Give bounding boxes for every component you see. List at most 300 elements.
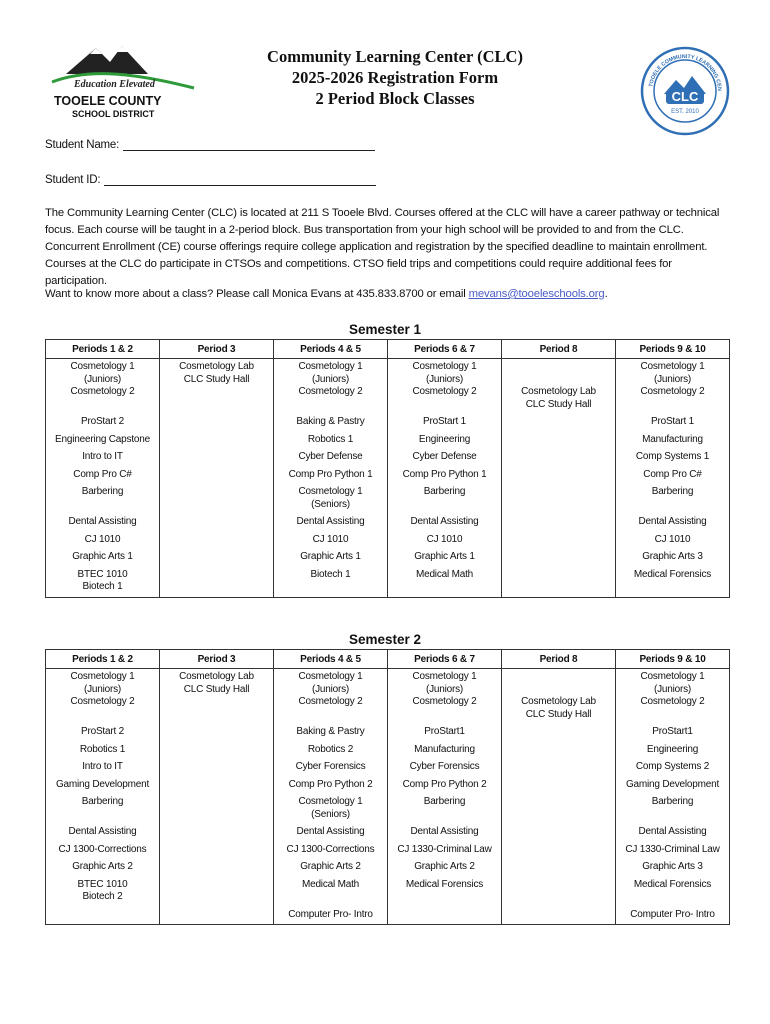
table-cell [160,549,274,567]
course-name: Biotech 1 [310,568,351,580]
course-name: Cyber Forensics [409,761,480,772]
table-cell [160,467,274,485]
course-name [504,796,613,809]
course-name [162,879,271,892]
course-name: CJ 1330-Criminal Law [625,843,720,855]
table-cell [388,859,502,877]
student-name-field[interactable] [45,138,375,151]
course-name: Medical Forensics [405,878,484,890]
table-cell [388,532,502,550]
table-cell [502,567,616,598]
course-name: CLC Study Hall [183,683,250,695]
table-cell [160,532,274,550]
table-cell [502,449,616,467]
course-name: (Juniors) [653,683,692,695]
seal-ring-text: TOOELE COMMUNITY LEARNING CEN [648,53,723,92]
course-name: Cyber Forensics [295,761,366,772]
table-cell [616,567,730,598]
course-name: CJ 1300-Corrections [58,843,147,855]
table-cell [160,877,274,907]
course-name: Graphic Arts 2 [414,861,475,872]
table-cell [502,359,616,415]
course-name: Robotics 2 [307,743,354,755]
course-name: (Juniors) [83,373,122,385]
course-name: Robotics 1 [307,433,354,445]
student-name-label: Student Name: [45,139,120,151]
course-name: Cosmetology 2 [640,696,705,707]
course-name [504,551,613,564]
table-cell [616,907,730,925]
table-cell [274,359,388,415]
form-title [230,46,560,109]
course-name: Dental Assisting [68,826,137,837]
course-name: Barbering [423,486,466,497]
table-cell [616,432,730,450]
course-name [504,826,613,839]
course-name: CJ 1010 [654,533,691,545]
course-name [504,361,613,374]
table-cell [274,742,388,760]
table-cell [160,432,274,450]
table-cell [502,777,616,795]
course-name [162,779,271,792]
column-header: Periods 4 & 5 [274,340,388,359]
course-name: Biotech 1 [82,581,123,592]
course-name: Cosmetology 1 [640,671,705,682]
course-name: Computer Pro- Intro [630,908,715,920]
course-name: Cosmetology 1 [412,671,477,682]
course-name: (Seniors) [311,808,350,820]
table-cell [160,777,274,795]
contact-line [45,288,608,300]
table-cell [274,532,388,550]
table-cell [388,877,502,907]
course-name [504,684,613,697]
course-name [162,486,271,499]
table-cell [616,514,730,532]
course-name: Cosmetology 2 [70,386,135,397]
course-name: Cosmetology Lab [521,386,596,397]
course-name [504,486,613,499]
table-row [46,724,730,742]
logo-sub: SCHOOL DISTRICT [72,109,155,119]
table-cell [160,759,274,777]
table-row [46,449,730,467]
table-cell [46,449,160,467]
table-cell [502,907,616,925]
course-name: Cosmetology 2 [412,386,477,397]
table-cell [616,877,730,907]
table-cell [616,669,730,725]
course-name [504,569,613,582]
course-name [504,726,613,739]
course-name: Graphic Arts 1 [414,551,475,562]
course-name: Cosmetology 1 [298,486,363,497]
table-cell [388,414,502,432]
table-cell [160,742,274,760]
column-header: Period 8 [502,340,616,359]
table-cell [502,794,616,824]
course-name: ProStart1 [424,726,465,737]
course-name: CJ 1010 [426,533,463,545]
mountain-logo-icon [44,40,204,120]
course-name: Comp Systems 1 [635,451,710,462]
table-cell [388,467,502,485]
course-name: CLC Study Hall [525,398,592,410]
course-name: Barbering [81,796,124,807]
table-cell [274,484,388,514]
column-header: Period 3 [160,340,274,359]
table-row [46,794,730,824]
course-name [504,861,613,874]
table-cell [388,514,502,532]
course-name [162,826,271,839]
semester-1-table [45,339,730,598]
table-cell [46,359,160,415]
table-cell [616,467,730,485]
district-logo [44,40,204,120]
table-cell [616,794,730,824]
course-name: Medical Forensics [633,878,712,890]
course-name: Cosmetology 1 [70,671,135,682]
course-name [504,744,613,757]
course-name: (Juniors) [653,373,692,385]
table-cell [616,742,730,760]
course-name [504,469,613,482]
table-cell [160,907,274,925]
table-cell [46,484,160,514]
course-name [504,844,613,857]
student-id-label: Student ID: [45,174,101,186]
course-name: (Juniors) [83,683,122,695]
course-name: Dental Assisting [638,826,707,837]
course-name: BTEC 1010 [77,568,128,580]
course-name: Cosmetology 1 [70,361,135,372]
course-name [162,516,271,529]
table-cell [46,467,160,485]
table-row [46,532,730,550]
table-cell [46,724,160,742]
table-cell [160,724,274,742]
table-cell [46,794,160,824]
table-cell [160,414,274,432]
contact-text: Want to know more about a class? Please call Monica Evans at 435.833.8700 or email [45,288,466,300]
course-name: Intro to IT [82,451,123,462]
table-cell [274,669,388,725]
table-cell [616,484,730,514]
course-name [504,909,613,922]
course-name [504,516,613,529]
table-cell [160,484,274,514]
student-name-line[interactable] [123,138,375,151]
course-name: ProStart 1 [650,416,695,427]
table-row [46,842,730,860]
course-name: (Juniors) [425,683,464,695]
table-cell [46,824,160,842]
table-cell [388,567,502,598]
course-name [162,569,271,582]
course-name: Dental Assisting [410,516,479,527]
clc-seal-icon [640,46,730,136]
course-name: Cyber Defense [412,451,477,462]
table-row [46,432,730,450]
table-cell [160,359,274,415]
table-cell [502,414,616,432]
course-name: Cosmetology Lab [521,696,596,707]
course-name: ProStart 2 [80,726,125,737]
table-cell [160,669,274,725]
course-name: Comp Pro C# [643,468,702,480]
table-cell [274,794,388,824]
table-cell [502,742,616,760]
table-cell [616,414,730,432]
course-name [162,534,271,547]
column-header: Periods 1 & 2 [46,650,160,669]
table-cell [616,724,730,742]
table-cell [46,759,160,777]
course-name: Gaming Development [55,778,150,790]
course-name: Graphic Arts 2 [72,861,133,872]
table-cell [388,907,502,925]
course-name: Cosmetology 2 [640,386,705,397]
table-cell [46,549,160,567]
table-cell [274,549,388,567]
table-cell [616,759,730,777]
course-name: Cyber Defense [298,451,363,462]
course-name: Cosmetology Lab [179,361,254,372]
seal-est: EST. 2010 [671,109,699,115]
table-cell [502,549,616,567]
course-name [162,761,271,774]
table-row [46,824,730,842]
table-cell [274,907,388,925]
table-cell [502,532,616,550]
table-cell [388,742,502,760]
table-cell [616,449,730,467]
course-name: CLC Study Hall [525,708,592,720]
course-name: Intro to IT [82,761,123,772]
table-row [46,742,730,760]
course-name [504,761,613,774]
course-name: Manufacturing [414,743,475,755]
table-cell [388,432,502,450]
course-name [162,909,271,922]
table-row [46,467,730,485]
course-name: CJ 1010 [312,533,349,545]
course-name: Cosmetology 2 [298,696,363,707]
table-cell [502,824,616,842]
course-name: Cosmetology 2 [298,386,363,397]
column-header: Periods 6 & 7 [388,340,502,359]
course-name: (Seniors) [311,498,350,510]
course-name: Medical Math [415,568,474,580]
course-name: Baking & Pastry [296,726,365,737]
course-name: Computer Pro- Intro [288,908,373,920]
course-name [162,861,271,874]
course-name: (Juniors) [425,373,464,385]
course-name: Dental Assisting [296,516,365,527]
table-cell [616,842,730,860]
course-name: Cosmetology 1 [412,361,477,372]
table-cell [616,532,730,550]
table-cell [388,724,502,742]
table-cell [274,467,388,485]
course-name: Barbering [651,796,694,807]
course-name: Dental Assisting [296,826,365,837]
table-row [46,907,730,925]
course-name [162,451,271,464]
logo-name: TOOELE COUNTY [54,94,162,108]
table-cell [46,842,160,860]
course-name [162,726,271,739]
course-name: Comp Pro Python 1 [402,468,487,480]
table-row [46,777,730,795]
course-name [504,374,613,387]
table-cell [274,414,388,432]
table-row [46,514,730,532]
table-cell [616,824,730,842]
contact-email-link[interactable]: mevans@tooeleschools.org [468,288,605,300]
course-name [504,779,613,792]
semester-1-title: Semester 1 [348,322,422,337]
table-row [46,877,730,907]
table-cell [46,742,160,760]
table-cell [160,859,274,877]
course-name [162,551,271,564]
course-name: Comp Pro Python 2 [402,778,487,790]
table-cell [160,567,274,598]
table-row [46,669,730,725]
course-name [162,744,271,757]
course-name: (Juniors) [311,683,350,695]
course-name: ProStart 1 [422,416,467,427]
course-name: Cosmetology 1 [298,361,363,372]
course-name: Baking & Pastry [296,416,365,427]
table-row [46,549,730,567]
table-row [46,414,730,432]
course-name [48,909,157,922]
table-cell [274,824,388,842]
column-header: Period 8 [502,650,616,669]
table-cell [502,484,616,514]
table-cell [160,794,274,824]
table-cell [160,514,274,532]
student-id-line[interactable] [104,173,376,186]
table-cell [274,759,388,777]
course-name: CLC Study Hall [183,373,250,385]
course-name [504,451,613,464]
table-row [46,567,730,598]
course-name: Dental Assisting [410,826,479,837]
table-row [46,759,730,777]
table-cell [46,532,160,550]
course-name: Graphic Arts 1 [300,551,361,562]
title-line-3: 2 Period Block Classes [315,89,475,108]
title-line-1: Community Learning Center (CLC) [267,47,523,66]
course-name: Comp Pro C# [73,468,132,480]
table-cell [502,842,616,860]
course-name: Comp Pro Python 1 [288,468,373,480]
table-cell [388,777,502,795]
table-cell [274,449,388,467]
course-name [504,671,613,684]
course-name: CJ 1330-Criminal Law [397,843,492,855]
table-cell [46,859,160,877]
table-cell [388,549,502,567]
course-name [390,909,499,922]
logo-tagline: Education Elevated [74,79,155,90]
column-header: Periods 9 & 10 [616,340,730,359]
table-cell [274,777,388,795]
course-name: Graphic Arts 3 [642,551,703,562]
course-name: Cosmetology 2 [412,696,477,707]
course-name: Engineering [418,433,471,445]
column-header: Period 3 [160,650,274,669]
intro-paragraph: The Community Learning Center (CLC) is located at 211 S Tooele Blvd. Courses offered at the CLC will have a career pathway or technical focus. Each course will be taught in a 2-period block. Bus transportation from your high school will be provided to and from the CLC. Concurrent Enrollment (CE) course offerings require college application and registration by the specified deadline to maintain enrollment. Courses at the CLC do participate in CTSOs and competitions. CTSO field trips and competitions could require additional fees for participation. [45,207,720,287]
column-header: Periods 1 & 2 [46,340,160,359]
course-name: ProStart1 [652,726,693,737]
table-cell [388,669,502,725]
course-name: Cosmetology Lab [179,671,254,682]
course-name [162,469,271,482]
table-cell [502,669,616,725]
table-cell [46,432,160,450]
course-name: Cosmetology 2 [70,696,135,707]
table-cell [502,759,616,777]
course-name: CJ 1300-Corrections [286,843,375,855]
course-name: Biotech 2 [82,891,123,902]
column-header: Periods 4 & 5 [274,650,388,669]
table-row [46,859,730,877]
table-row [46,484,730,514]
course-name: Graphic Arts 2 [300,861,361,872]
table-cell [388,449,502,467]
course-name: Dental Assisting [68,516,137,527]
table-cell [160,449,274,467]
course-name [504,534,613,547]
table-cell [616,359,730,415]
table-cell [616,549,730,567]
course-name [162,844,271,857]
course-name [504,879,613,892]
course-name: Barbering [81,486,124,497]
table-cell [388,359,502,415]
table-cell [616,777,730,795]
course-name: Dental Assisting [638,516,707,527]
course-name [162,434,271,447]
course-name: Cosmetology 1 [298,671,363,682]
course-name: Cosmetology 1 [640,361,705,372]
course-name: Barbering [651,486,694,497]
table-cell [274,724,388,742]
table-cell [388,794,502,824]
clc-seal [640,46,730,136]
title-line-2: 2025-2026 Registration Form [291,68,499,87]
seal-text: CLC [671,89,699,104]
student-id-field[interactable] [45,173,376,186]
course-name: Cosmetology 1 [298,796,363,807]
course-name: Manufacturing [642,433,703,445]
table-cell [274,567,388,598]
table-row [46,359,730,415]
table-cell [274,842,388,860]
table-cell [274,859,388,877]
course-name: Medical Forensics [633,568,712,580]
course-name: (Juniors) [311,373,350,385]
table-cell [502,467,616,485]
course-name [504,416,613,429]
table-cell [388,759,502,777]
